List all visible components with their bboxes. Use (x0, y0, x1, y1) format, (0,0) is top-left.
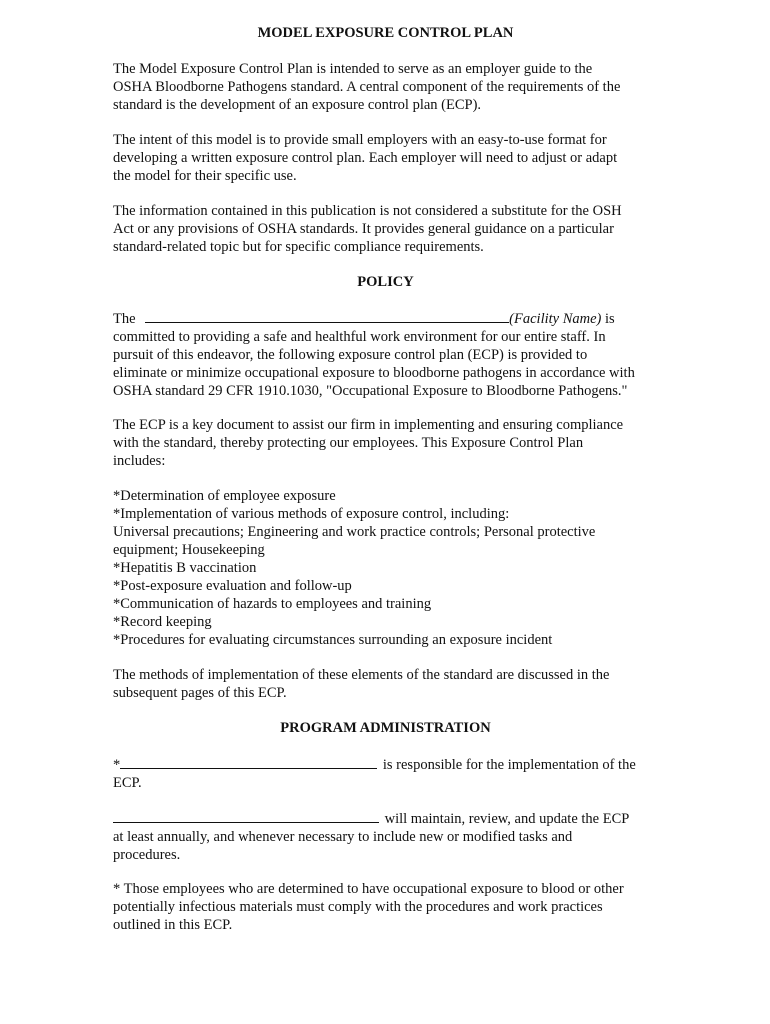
text-line: with the standard, thereby protecting our employees. This Exposure Control Plan (113, 435, 584, 451)
text-line: outlined in this ECP. (113, 917, 233, 933)
program-administration-heading: PROGRAM ADMINISTRATION (280, 720, 491, 736)
text-line: at least annually, and whenever necessary to include new or modified tasks and (113, 829, 573, 845)
text-line: standard is the development of an exposure control plan (ECP). (113, 97, 482, 113)
text-line: eliminate or minimize occupational exposure to bloodborne pathogens in accordance with (113, 365, 635, 381)
text-line: subsequent pages of this ECP. (113, 685, 287, 701)
ecp-paragraph (113, 416, 658, 470)
text-line: potentially infectious materials must comply with the procedures and work practices (113, 899, 603, 915)
responsible-person-blank[interactable] (120, 755, 377, 769)
list-item: Universal precautions; Engineering and work practice controls; Personal protective (113, 524, 596, 540)
facility-name-label: (Facility Name) (509, 311, 602, 327)
text-line: pursuit of this endeavor, the following exposure control plan (ECP) is provided to (113, 347, 588, 363)
text-line: Act or any provisions of OSHA standards. It provides general guidance on a particular (113, 221, 614, 237)
responsible-paragraph (113, 755, 658, 792)
text-line: The ECP is a key document to assist our firm in implementing and ensuring compliance (113, 417, 624, 433)
employees-paragraph (113, 880, 658, 934)
text-fragment: is responsible for the implementation of the (382, 757, 636, 773)
asterisk: * (113, 757, 121, 773)
facility-name-line (113, 309, 658, 328)
list-item: *Record keeping (113, 614, 212, 630)
maintain-line (113, 809, 658, 828)
text-line: procedures. (113, 847, 181, 863)
methods-paragraph (113, 666, 658, 702)
responsible-line (113, 755, 658, 774)
list-item: *Implementation of various methods of exposure control, including: (113, 506, 510, 522)
text-line: ECP. (113, 775, 142, 791)
policy-heading: POLICY (357, 274, 414, 290)
text-line: The Model Exposure Control Plan is intended to serve as an employer guide to the (113, 61, 593, 77)
includes-list (113, 487, 658, 649)
document-title: MODEL EXPOSURE CONTROL PLAN (257, 25, 514, 41)
text-line: The information contained in this publication is not considered a substitute for the OSH (113, 203, 622, 219)
policy-paragraph (113, 309, 658, 400)
intro-paragraph-2 (113, 131, 658, 185)
text-line: The intent of this model is to provide small employers with an easy-to-use format for (113, 132, 607, 148)
list-item: equipment; Housekeeping (113, 542, 265, 558)
list-item: *Post-exposure evaluation and follow-up (113, 578, 352, 594)
list-item: *Hepatitis B vaccination (113, 560, 257, 576)
text-fragment: is (601, 311, 615, 327)
text-line: standard-related topic but for specific compliance requirements. (113, 239, 484, 255)
intro-paragraph-1 (113, 60, 658, 114)
text-line: the model for their specific use. (113, 168, 297, 184)
maintainer-blank[interactable] (113, 809, 379, 823)
list-item: *Determination of employee exposure (113, 488, 336, 504)
text-line: * Those employees who are determined to have occupational exposure to blood or other (113, 881, 624, 897)
list-item: *Procedures for evaluating circumstances surrounding an exposure incident (113, 632, 553, 648)
text-line: committed to providing a safe and healthful work environment for our entire staff. In (113, 329, 606, 345)
text-line: OSHA standard 29 CFR 1910.1030, "Occupational Exposure to Bloodborne Pathogens." (113, 383, 628, 399)
text-line: includes: (113, 453, 166, 469)
text-line: developing a written exposure control plan. Each employer will need to adjust or adapt (113, 150, 618, 166)
text-fragment: The (113, 311, 136, 327)
text-line: The methods of implementation of these elements of the standard are discussed in the (113, 667, 610, 683)
text-line: OSHA Bloodborne Pathogens standard. A central component of the requirements of the (113, 79, 621, 95)
intro-paragraph-3 (113, 202, 658, 256)
maintain-paragraph (113, 809, 658, 864)
text-fragment: will maintain, review, and update the ECP (384, 811, 630, 827)
list-item: *Communication of hazards to employees and training (113, 596, 432, 612)
facility-name-blank[interactable] (145, 309, 509, 323)
